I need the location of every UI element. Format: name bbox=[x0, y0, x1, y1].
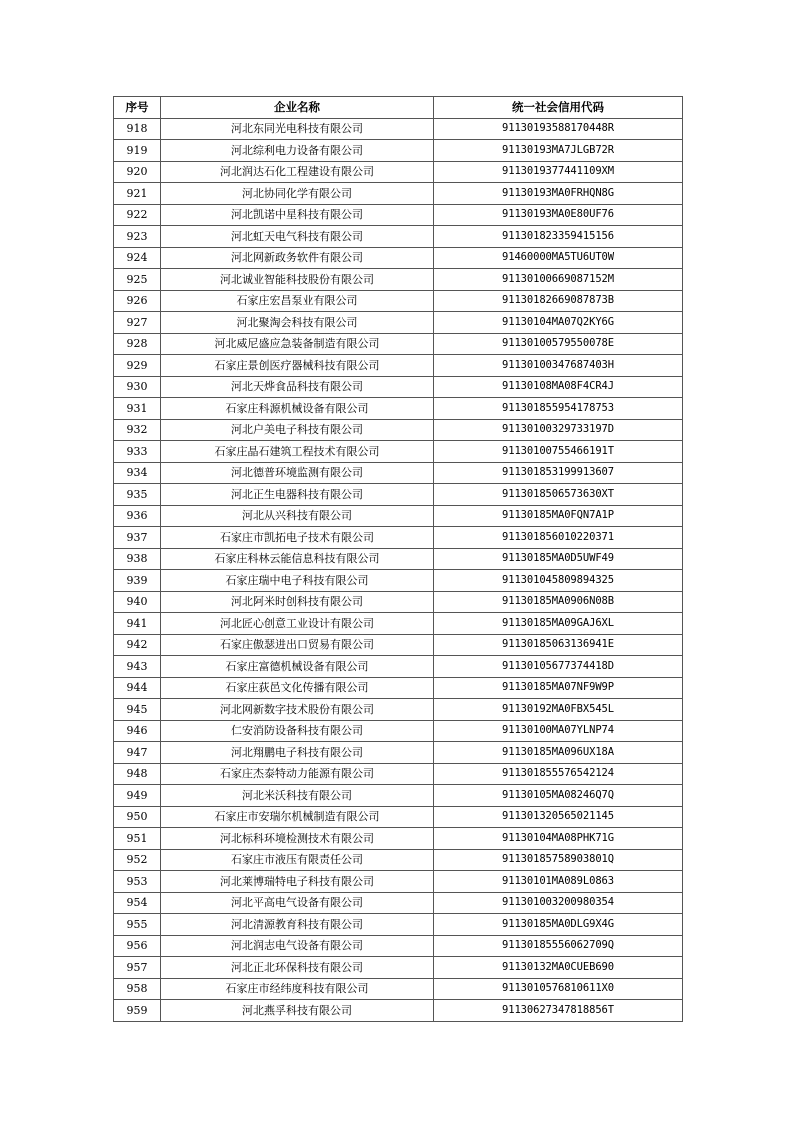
enterprise-table bbox=[113, 96, 683, 1022]
table-row bbox=[114, 806, 683, 828]
table-row bbox=[114, 785, 683, 807]
table-row bbox=[114, 527, 683, 549]
table-row bbox=[114, 978, 683, 1000]
credit-code-cell: 91130104MA07Q2KY6G bbox=[434, 312, 683, 334]
table-row bbox=[114, 570, 683, 592]
serial-number-cell: 933 bbox=[114, 441, 161, 463]
company-name-cell: 石家庄富德机械设备有限公司 bbox=[161, 656, 434, 678]
table-row bbox=[114, 290, 683, 312]
company-name-cell: 仁安消防设备科技有限公司 bbox=[161, 720, 434, 742]
table-row bbox=[114, 892, 683, 914]
serial-number-cell: 920 bbox=[114, 161, 161, 183]
table-row bbox=[114, 742, 683, 764]
credit-code-cell: 91130100579550078E bbox=[434, 333, 683, 355]
company-name-cell: 河北网新数字技术股份有限公司 bbox=[161, 699, 434, 721]
company-name-cell: 河北凯诺中星科技有限公司 bbox=[161, 204, 434, 226]
serial-number-cell: 938 bbox=[114, 548, 161, 570]
table-row bbox=[114, 1000, 683, 1022]
serial-number-cell: 949 bbox=[114, 785, 161, 807]
credit-code-cell: 911301320565021145 bbox=[434, 806, 683, 828]
table-row bbox=[114, 656, 683, 678]
company-name-cell: 河北米沃科技有限公司 bbox=[161, 785, 434, 807]
company-name-cell: 河北莱博瑞特电子科技有限公司 bbox=[161, 871, 434, 893]
company-name-cell: 河北天烨食品科技有限公司 bbox=[161, 376, 434, 398]
company-name-cell: 河北德普环境监测有限公司 bbox=[161, 462, 434, 484]
company-name-cell: 石家庄市液压有限责任公司 bbox=[161, 849, 434, 871]
credit-code-cell: 91130105677374418D bbox=[434, 656, 683, 678]
header-credit-code: 统一社会信用代码 bbox=[434, 97, 683, 119]
table-row bbox=[114, 849, 683, 871]
credit-code-cell: 91130193MA0FRHQN8G bbox=[434, 183, 683, 205]
credit-code-cell: 91130185MA0DLG9X4G bbox=[434, 914, 683, 936]
credit-code-cell: 91130100MA07YLNP74 bbox=[434, 720, 683, 742]
credit-code-cell: 91130100347687403H bbox=[434, 355, 683, 377]
credit-code-cell: 91130182669087873B bbox=[434, 290, 683, 312]
serial-number-cell: 942 bbox=[114, 634, 161, 656]
company-name-cell: 河北威尼盛应急装备制造有限公司 bbox=[161, 333, 434, 355]
credit-code-cell: 91130185758903801Q bbox=[434, 849, 683, 871]
company-name-cell: 石家庄景创医疗器械科技有限公司 bbox=[161, 355, 434, 377]
credit-code-cell: 911301856010220371 bbox=[434, 527, 683, 549]
table-row bbox=[114, 312, 683, 334]
company-name-cell: 河北网新政务软件有限公司 bbox=[161, 247, 434, 269]
table-body bbox=[114, 118, 683, 1021]
credit-code-cell: 91460000MA5TU6UT0W bbox=[434, 247, 683, 269]
company-name-cell: 河北燕孚科技有限公司 bbox=[161, 1000, 434, 1022]
company-name-cell: 石家庄瑞中电子科技有限公司 bbox=[161, 570, 434, 592]
company-name-cell: 石家庄荻邑文化传播有限公司 bbox=[161, 677, 434, 699]
table-row bbox=[114, 204, 683, 226]
credit-code-cell: 91130185MA0D5UWF49 bbox=[434, 548, 683, 570]
table-header-row bbox=[114, 97, 683, 119]
credit-code-cell: 91130185MA09GAJ6XL bbox=[434, 613, 683, 635]
table-row bbox=[114, 763, 683, 785]
credit-code-cell: 91130185063136941E bbox=[434, 634, 683, 656]
credit-code-cell: 911301823359415156 bbox=[434, 226, 683, 248]
serial-number-cell: 931 bbox=[114, 398, 161, 420]
credit-code-cell: 911301855576542124 bbox=[434, 763, 683, 785]
table-row bbox=[114, 269, 683, 291]
company-name-cell: 河北诚业智能科技股份有限公司 bbox=[161, 269, 434, 291]
table-row bbox=[114, 441, 683, 463]
credit-code-cell: 911301003200980354 bbox=[434, 892, 683, 914]
company-name-cell: 河北聚淘会科技有限公司 bbox=[161, 312, 434, 334]
serial-number-cell: 948 bbox=[114, 763, 161, 785]
serial-number-cell: 957 bbox=[114, 957, 161, 979]
table-row bbox=[114, 677, 683, 699]
table-row bbox=[114, 247, 683, 269]
table-row bbox=[114, 161, 683, 183]
table-row bbox=[114, 699, 683, 721]
credit-code-cell: 91130193MA0E80UF76 bbox=[434, 204, 683, 226]
company-name-cell: 河北正生电器科技有限公司 bbox=[161, 484, 434, 506]
credit-code-cell: 9113019377441109XM bbox=[434, 161, 683, 183]
company-name-cell: 河北户美电子科技有限公司 bbox=[161, 419, 434, 441]
serial-number-cell: 945 bbox=[114, 699, 161, 721]
company-name-cell: 石家庄晶石建筑工程技术有限公司 bbox=[161, 441, 434, 463]
serial-number-cell: 923 bbox=[114, 226, 161, 248]
credit-code-cell: 91130104MA08PHK71G bbox=[434, 828, 683, 850]
company-name-cell: 石家庄科林云能信息科技有限公司 bbox=[161, 548, 434, 570]
serial-number-cell: 952 bbox=[114, 849, 161, 871]
serial-number-cell: 918 bbox=[114, 118, 161, 140]
credit-code-cell: 911301045809894325 bbox=[434, 570, 683, 592]
table-row bbox=[114, 871, 683, 893]
serial-number-cell: 958 bbox=[114, 978, 161, 1000]
table-row bbox=[114, 505, 683, 527]
serial-number-cell: 940 bbox=[114, 591, 161, 613]
company-name-cell: 河北东同光电科技有限公司 bbox=[161, 118, 434, 140]
company-name-cell: 河北翔鹏电子科技有限公司 bbox=[161, 742, 434, 764]
company-name-cell: 石家庄宏昌泵业有限公司 bbox=[161, 290, 434, 312]
company-name-cell: 河北清源教育科技有限公司 bbox=[161, 914, 434, 936]
table-row bbox=[114, 720, 683, 742]
company-name-cell: 河北匠心创意工业设计有限公司 bbox=[161, 613, 434, 635]
table-row bbox=[114, 355, 683, 377]
table-row bbox=[114, 935, 683, 957]
company-name-cell: 石家庄傲瑟进出口贸易有限公司 bbox=[161, 634, 434, 656]
serial-number-cell: 951 bbox=[114, 828, 161, 850]
credit-code-cell: 91130185556062709Q bbox=[434, 935, 683, 957]
table-row bbox=[114, 462, 683, 484]
serial-number-cell: 919 bbox=[114, 140, 161, 162]
credit-code-cell: 91130100669087152M bbox=[434, 269, 683, 291]
company-name-cell: 石家庄科源机械设备有限公司 bbox=[161, 398, 434, 420]
company-name-cell: 河北协同化学有限公司 bbox=[161, 183, 434, 205]
company-name-cell: 石家庄杰泰特动力能源有限公司 bbox=[161, 763, 434, 785]
company-name-cell: 石家庄市安瑞尔机械制造有限公司 bbox=[161, 806, 434, 828]
table-row bbox=[114, 183, 683, 205]
header-serial-number: 序号 bbox=[114, 97, 161, 119]
company-name-cell: 河北标科环境检测技术有限公司 bbox=[161, 828, 434, 850]
serial-number-cell: 953 bbox=[114, 871, 161, 893]
credit-code-cell: 91130193588170448R bbox=[434, 118, 683, 140]
serial-number-cell: 934 bbox=[114, 462, 161, 484]
header-company-name: 企业名称 bbox=[161, 97, 434, 119]
credit-code-cell: 91130627347818856T bbox=[434, 1000, 683, 1022]
serial-number-cell: 929 bbox=[114, 355, 161, 377]
serial-number-cell: 941 bbox=[114, 613, 161, 635]
credit-code-cell: 91130108MA08F4CR4J bbox=[434, 376, 683, 398]
serial-number-cell: 950 bbox=[114, 806, 161, 828]
serial-number-cell: 935 bbox=[114, 484, 161, 506]
serial-number-cell: 959 bbox=[114, 1000, 161, 1022]
company-name-cell: 石家庄市凯拓电子技术有限公司 bbox=[161, 527, 434, 549]
company-name-cell: 河北虹天电气科技有限公司 bbox=[161, 226, 434, 248]
credit-code-cell: 9113010576810611X0 bbox=[434, 978, 683, 1000]
table-row bbox=[114, 613, 683, 635]
serial-number-cell: 939 bbox=[114, 570, 161, 592]
company-name-cell: 河北综利电力设备有限公司 bbox=[161, 140, 434, 162]
company-name-cell: 石家庄市经纬度科技有限公司 bbox=[161, 978, 434, 1000]
credit-code-cell: 91130192MA0FBX545L bbox=[434, 699, 683, 721]
company-name-cell: 河北从兴科技有限公司 bbox=[161, 505, 434, 527]
credit-code-cell: 91130185MA096UX18A bbox=[434, 742, 683, 764]
table-row bbox=[114, 957, 683, 979]
credit-code-cell: 91130101MA089L0863 bbox=[434, 871, 683, 893]
serial-number-cell: 921 bbox=[114, 183, 161, 205]
table-row bbox=[114, 828, 683, 850]
serial-number-cell: 924 bbox=[114, 247, 161, 269]
table-row bbox=[114, 634, 683, 656]
serial-number-cell: 937 bbox=[114, 527, 161, 549]
credit-code-cell: 91130100329733197D bbox=[434, 419, 683, 441]
company-name-cell: 河北平高电气设备有限公司 bbox=[161, 892, 434, 914]
credit-code-cell: 91130185MA0906N08B bbox=[434, 591, 683, 613]
serial-number-cell: 946 bbox=[114, 720, 161, 742]
serial-number-cell: 922 bbox=[114, 204, 161, 226]
table-row bbox=[114, 548, 683, 570]
table-row bbox=[114, 419, 683, 441]
table-row bbox=[114, 484, 683, 506]
table-row bbox=[114, 376, 683, 398]
credit-code-cell: 9113018506573630XT bbox=[434, 484, 683, 506]
table-row bbox=[114, 226, 683, 248]
serial-number-cell: 926 bbox=[114, 290, 161, 312]
credit-code-cell: 91130105MA08246Q7Q bbox=[434, 785, 683, 807]
table-row bbox=[114, 914, 683, 936]
document-page bbox=[113, 96, 682, 1022]
serial-number-cell: 944 bbox=[114, 677, 161, 699]
credit-code-cell: 91130132MA0CUEB690 bbox=[434, 957, 683, 979]
company-name-cell: 河北阿米时创科技有限公司 bbox=[161, 591, 434, 613]
credit-code-cell: 911301853199913607 bbox=[434, 462, 683, 484]
serial-number-cell: 947 bbox=[114, 742, 161, 764]
credit-code-cell: 911301855954178753 bbox=[434, 398, 683, 420]
credit-code-cell: 91130185MA0FQN7A1P bbox=[434, 505, 683, 527]
serial-number-cell: 955 bbox=[114, 914, 161, 936]
serial-number-cell: 928 bbox=[114, 333, 161, 355]
serial-number-cell: 927 bbox=[114, 312, 161, 334]
table-row bbox=[114, 333, 683, 355]
serial-number-cell: 930 bbox=[114, 376, 161, 398]
table-row bbox=[114, 398, 683, 420]
table-row bbox=[114, 118, 683, 140]
serial-number-cell: 954 bbox=[114, 892, 161, 914]
serial-number-cell: 936 bbox=[114, 505, 161, 527]
company-name-cell: 河北润志电气设备有限公司 bbox=[161, 935, 434, 957]
credit-code-cell: 91130185MA07NF9W9P bbox=[434, 677, 683, 699]
table-row bbox=[114, 140, 683, 162]
company-name-cell: 河北正北环保科技有限公司 bbox=[161, 957, 434, 979]
table-row bbox=[114, 591, 683, 613]
company-name-cell: 河北润达石化工程建设有限公司 bbox=[161, 161, 434, 183]
serial-number-cell: 925 bbox=[114, 269, 161, 291]
credit-code-cell: 91130100755466191T bbox=[434, 441, 683, 463]
serial-number-cell: 943 bbox=[114, 656, 161, 678]
serial-number-cell: 932 bbox=[114, 419, 161, 441]
credit-code-cell: 91130193MA7JLGB72R bbox=[434, 140, 683, 162]
serial-number-cell: 956 bbox=[114, 935, 161, 957]
